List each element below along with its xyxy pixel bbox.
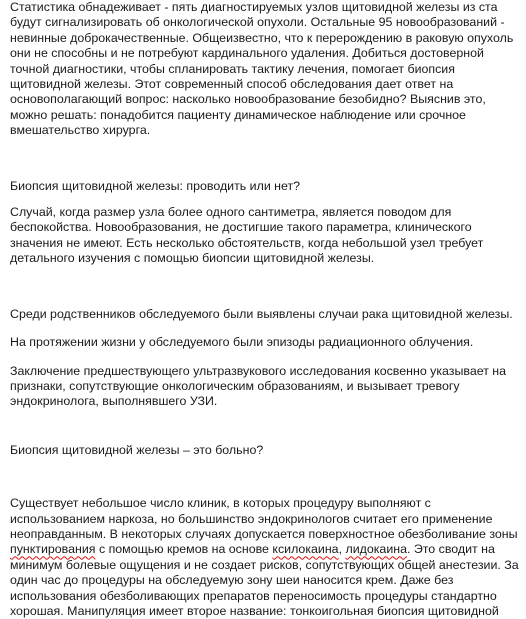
paragraph-anesthesia-part-d: . Это сводит на минимум болевые ощущения и не создает рисков, сопутствующих общей анестезии. За один час до процедуры на обследуемую зону шеи наносится крем. Даже без использования обезболивающих препаратов переносимость процедуры стандартно хорошая. Манипуляция имеет второе название: тонкоигольная биопсия щитовидной	[10, 542, 519, 618]
paragraph-intro: Статистика обнадеживает - пять диагностируемых узлов щитовидной железы из ста будут сигнализировать об онкологической опухоли. Остальные 95 новообразований - невинные доброкачественные. Общеизвестно, что к перерождению в раковую опухоль они не способны и не потребуют кардинального удаления. Добиться достоверной точной диагностики, чтобы спланировать тактику лечения, помогает биопсия щитовидной железы. Этот современный способ обследования дает ответ на основополагающий вопрос: насколько новообразование безобидно? Выяснив это, можно решать: понадобится пациенту динамическое наблюдение или срочное вмешательство хирурга.	[10, 0, 514, 138]
paragraph-anesthesia-part-b: с помощью кремов на основе	[95, 542, 273, 557]
heading-biopsy-question: Биопсия щитовидной железы: проводить или нет?	[10, 178, 301, 193]
spellcheck-word-punktirovaniya[interactable]: пунктирования	[10, 542, 96, 557]
paragraph-ultrasound: Заключение предшествующего ультразвукового исследования косвенно указывает на признаки, сопутствующие онкологическим образованиям, и вызывает тревогу эндокринолога, выполнявшего УЗИ.	[10, 363, 507, 409]
paragraph-anesthesia-part-a: Существует небольшое число клиник, в которых процедуру выполняют с использованием наркоза, но большинство эндокринологов считает его применение неоправданным. В некоторых случаях допускается поверхностное обезболивание зоны	[10, 496, 518, 541]
heading-is-it-painful: Биопсия щитовидной железы – это больно?	[10, 442, 264, 457]
paragraph-relatives: Среди родственников обследуемого были выявлены случаи рака щитовидной железы.	[10, 306, 513, 321]
spellcheck-word-xylocaine[interactable]: ксилокаина	[272, 542, 339, 557]
paragraph-anesthesia-part-c: ,	[338, 542, 346, 557]
document-page	[10, 0, 522, 619]
paragraph-node-size: Случай, когда размер узла более одного сантиметра, является поводом для беспокойства. Новообразования, не достигшие такого параметра, клинического значения не имеют. Есть несколько обстоятельств, когда небольшой узел требует детального изучения с помощью биопсии щитовидной железы.	[10, 205, 484, 266]
paragraph-anesthesia	[10, 496, 522, 619]
spellcheck-word-lidocaine[interactable]: лидокаина	[345, 542, 407, 557]
paragraph-radiation: На протяжении жизни у обследуемого были эпизоды радиационного облучения.	[10, 335, 474, 350]
